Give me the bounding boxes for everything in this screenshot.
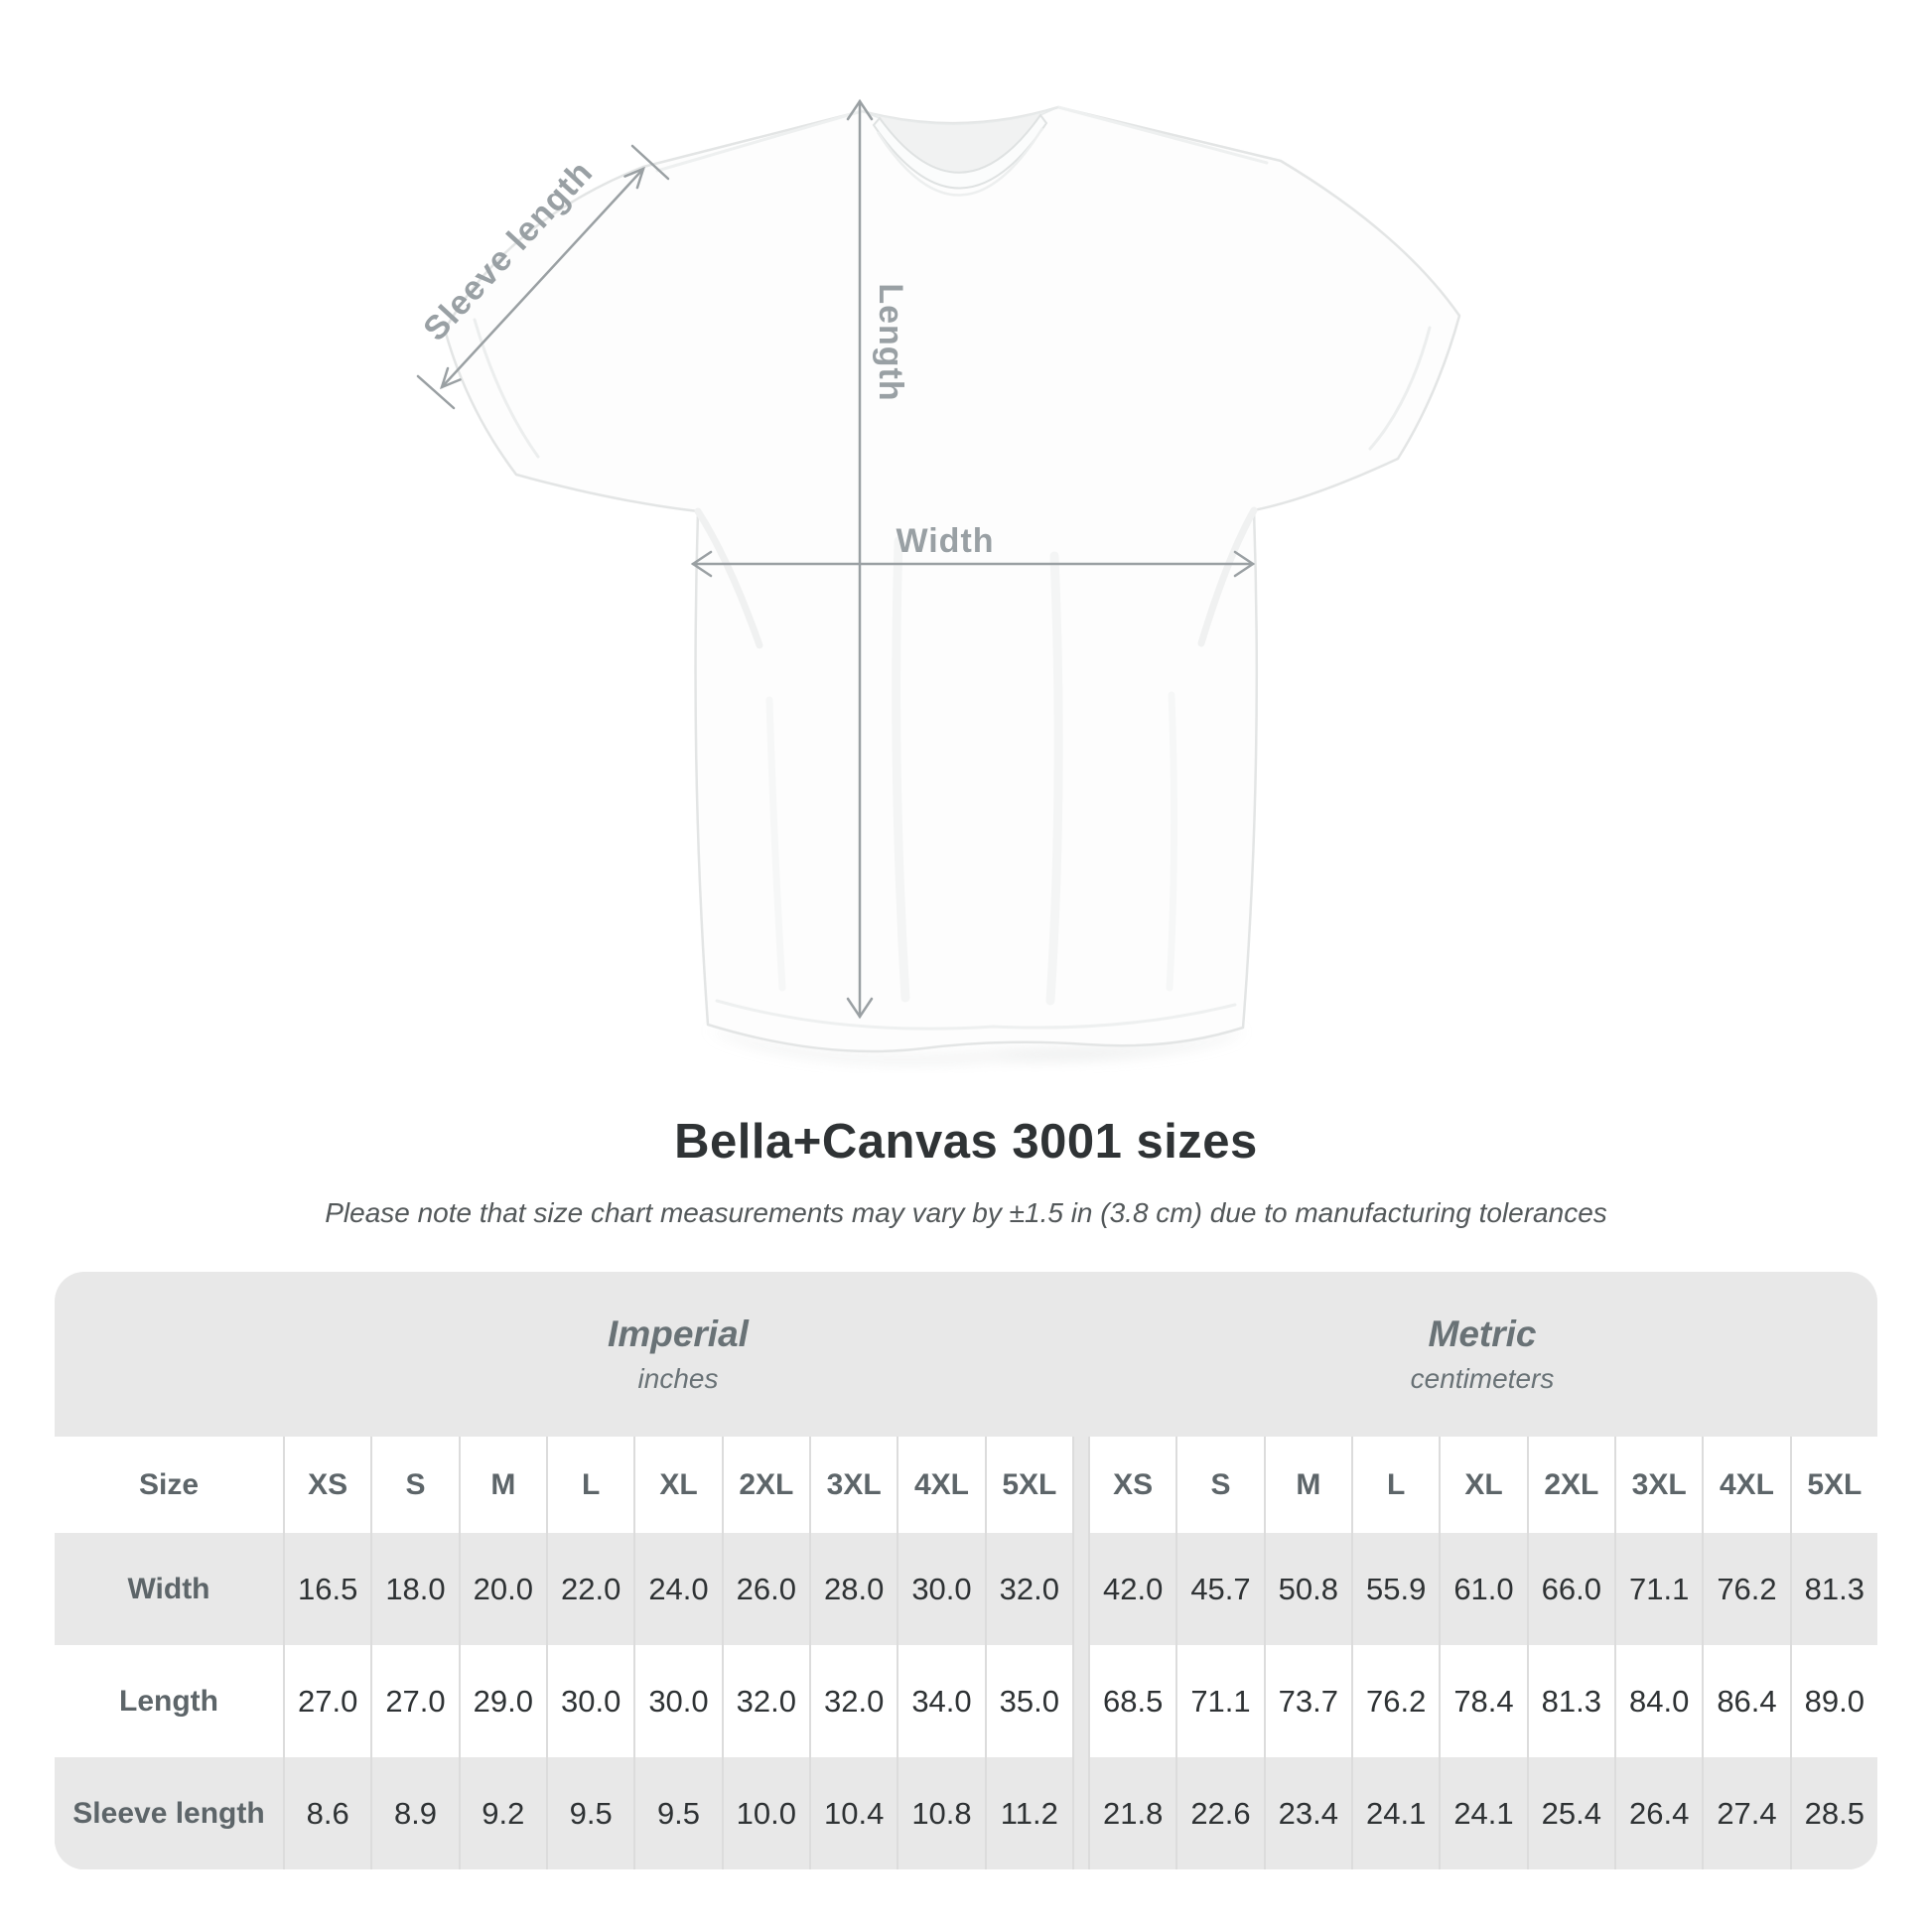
cell-imperial-xl: 24.0 [635, 1533, 721, 1645]
group-gap [1074, 1757, 1088, 1869]
corner-cell [55, 1272, 283, 1437]
size-header-imperial-5xl: 5XL [987, 1437, 1072, 1533]
row-label: Width [55, 1533, 283, 1645]
group-gap [1074, 1533, 1088, 1645]
measurement-row-sleeve-length [55, 1757, 1877, 1869]
size-header-imperial-s: S [372, 1437, 458, 1533]
cell-imperial-s: 18.0 [372, 1533, 458, 1645]
cell-imperial-m: 20.0 [461, 1533, 546, 1645]
imperial-group-header [283, 1272, 1073, 1437]
size-header-metric-xs: XS [1090, 1437, 1175, 1533]
cell-metric-2xl: 81.3 [1529, 1645, 1614, 1757]
cell-imperial-5xl: 11.2 [987, 1757, 1072, 1869]
unit-group-band [55, 1272, 1877, 1437]
size-header-metric-4xl: 4XL [1704, 1437, 1789, 1533]
cell-metric-m: 50.8 [1266, 1533, 1351, 1645]
cell-metric-4xl: 27.4 [1704, 1757, 1789, 1869]
size-header-imperial-l: L [548, 1437, 633, 1533]
size-header-metric-m: M [1266, 1437, 1351, 1533]
cell-imperial-xl: 9.5 [635, 1757, 721, 1869]
cell-metric-l: 24.1 [1353, 1757, 1439, 1869]
cell-imperial-m: 29.0 [461, 1645, 546, 1757]
size-column-header: Size [55, 1437, 283, 1533]
cell-imperial-l: 22.0 [548, 1533, 633, 1645]
cell-metric-s: 71.1 [1177, 1645, 1263, 1757]
cell-metric-2xl: 25.4 [1529, 1757, 1614, 1869]
size-header-imperial-2xl: 2XL [724, 1437, 809, 1533]
measurement-row-width [55, 1533, 1877, 1645]
size-header-metric-5xl: 5XL [1792, 1437, 1877, 1533]
cell-metric-xs: 21.8 [1090, 1757, 1175, 1869]
group-gap [1074, 1437, 1088, 1533]
size-header-metric-l: L [1353, 1437, 1439, 1533]
cell-imperial-l: 9.5 [548, 1757, 633, 1869]
cell-imperial-3xl: 28.0 [811, 1533, 897, 1645]
measurement-rows [55, 1533, 1877, 1869]
cell-metric-s: 45.7 [1177, 1533, 1263, 1645]
cell-metric-xs: 42.0 [1090, 1533, 1175, 1645]
group-gap [1073, 1272, 1087, 1437]
cell-imperial-3xl: 10.4 [811, 1757, 897, 1869]
sleeve-length-label: Sleeve length [416, 153, 601, 348]
metric-group-name: Metric [1428, 1313, 1537, 1354]
cell-imperial-xl: 30.0 [635, 1645, 721, 1757]
cell-imperial-4xl: 34.0 [898, 1645, 984, 1757]
cell-imperial-5xl: 32.0 [987, 1533, 1072, 1645]
cell-metric-5xl: 28.5 [1792, 1757, 1877, 1869]
cell-imperial-xs: 27.0 [285, 1645, 370, 1757]
cell-metric-4xl: 76.2 [1704, 1533, 1789, 1645]
cell-metric-m: 73.7 [1266, 1645, 1351, 1757]
metric-group-header [1087, 1272, 1877, 1437]
measurement-row-length [55, 1645, 1877, 1757]
size-header-metric-s: S [1177, 1437, 1263, 1533]
size-header-metric-3xl: 3XL [1616, 1437, 1702, 1533]
cell-imperial-3xl: 32.0 [811, 1645, 897, 1757]
cell-imperial-l: 30.0 [548, 1645, 633, 1757]
length-label: Length [872, 283, 909, 402]
cell-imperial-4xl: 10.8 [898, 1757, 984, 1869]
size-header-imperial-m: M [461, 1437, 546, 1533]
cell-imperial-xs: 16.5 [285, 1533, 370, 1645]
cell-metric-3xl: 84.0 [1616, 1645, 1702, 1757]
cell-metric-xl: 24.1 [1441, 1757, 1526, 1869]
width-label: Width [896, 522, 995, 560]
cell-metric-m: 23.4 [1266, 1757, 1351, 1869]
cell-imperial-xs: 8.6 [285, 1757, 370, 1869]
size-header-row [55, 1437, 1877, 1533]
cell-metric-5xl: 81.3 [1792, 1533, 1877, 1645]
cell-metric-xl: 78.4 [1441, 1645, 1526, 1757]
cell-metric-3xl: 71.1 [1616, 1533, 1702, 1645]
cell-imperial-2xl: 32.0 [724, 1645, 809, 1757]
cell-metric-3xl: 26.4 [1616, 1757, 1702, 1869]
cell-metric-xs: 68.5 [1090, 1645, 1175, 1757]
imperial-group-name: Imperial [608, 1313, 749, 1354]
cell-imperial-2xl: 26.0 [724, 1533, 809, 1645]
cell-imperial-s: 27.0 [372, 1645, 458, 1757]
tshirt-body [445, 107, 1459, 1051]
cell-imperial-4xl: 30.0 [898, 1533, 984, 1645]
cell-metric-s: 22.6 [1177, 1757, 1263, 1869]
group-gap [1074, 1645, 1088, 1757]
size-table [55, 1272, 1877, 1869]
size-header-metric-xl: XL [1441, 1437, 1526, 1533]
tshirt-illustration [445, 107, 1459, 1062]
cell-imperial-5xl: 35.0 [987, 1645, 1072, 1757]
cell-imperial-m: 9.2 [461, 1757, 546, 1869]
imperial-group-unit: inches [637, 1363, 719, 1394]
size-header-metric-2xl: 2XL [1529, 1437, 1614, 1533]
cell-metric-4xl: 86.4 [1704, 1645, 1789, 1757]
cell-imperial-s: 8.9 [372, 1757, 458, 1869]
metric-group-unit: centimeters [1410, 1363, 1555, 1394]
cell-metric-5xl: 89.0 [1792, 1645, 1877, 1757]
page-title: Bella+Canvas 3001 sizes [674, 1115, 1258, 1169]
cell-metric-l: 76.2 [1353, 1645, 1439, 1757]
cell-metric-2xl: 66.0 [1529, 1533, 1614, 1645]
size-header-imperial-xs: XS [285, 1437, 370, 1533]
cell-imperial-2xl: 10.0 [724, 1757, 809, 1869]
size-header-imperial-xl: XL [635, 1437, 721, 1533]
size-header-imperial-4xl: 4XL [898, 1437, 984, 1533]
cell-metric-xl: 61.0 [1441, 1533, 1526, 1645]
row-label: Sleeve length [55, 1757, 283, 1869]
disclaimer-text: Please note that size chart measurements may vary by ±1.5 in (3.8 cm) due to manufacturing tolerances [325, 1197, 1607, 1228]
row-label: Length [55, 1645, 283, 1757]
size-header-imperial-3xl: 3XL [811, 1437, 897, 1533]
cell-metric-l: 55.9 [1353, 1533, 1439, 1645]
